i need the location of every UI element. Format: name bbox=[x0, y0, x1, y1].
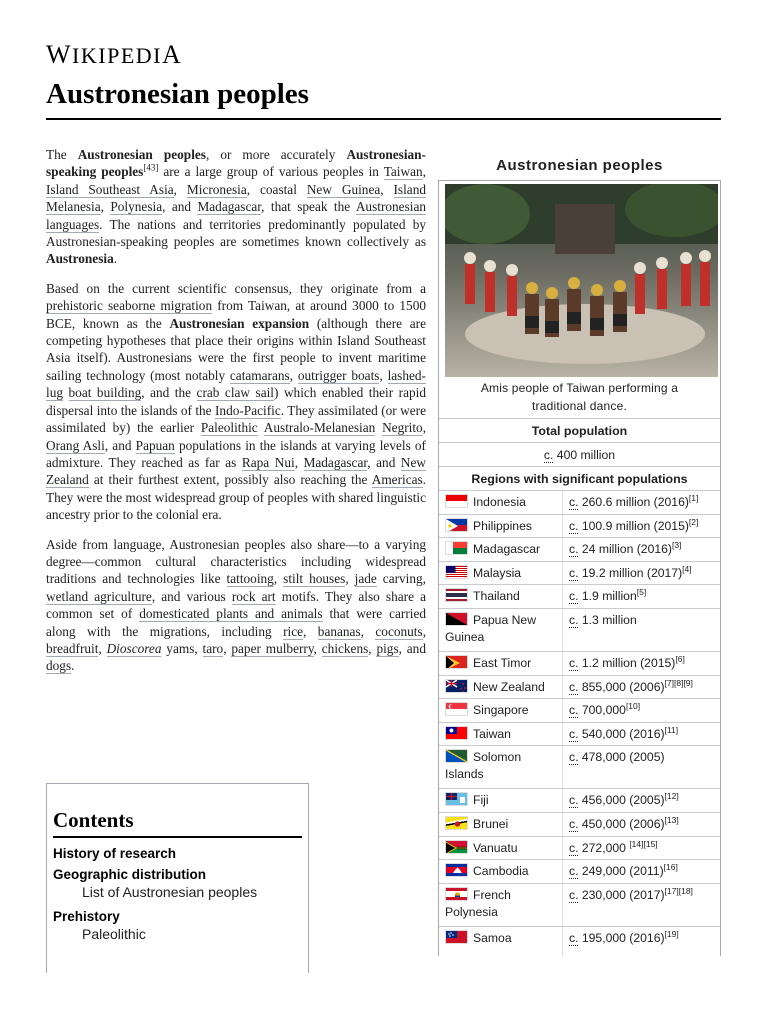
madagascar-flag-icon bbox=[445, 541, 468, 555]
link-boat-building[interactable]: boat building bbox=[68, 385, 142, 401]
citation[interactable]: [12] bbox=[664, 791, 679, 802]
region-link[interactable]: Thailand bbox=[473, 589, 520, 604]
region-link[interactable]: Fiji bbox=[473, 793, 489, 808]
link-rapa-nui[interactable]: Rapa Nui bbox=[241, 454, 295, 470]
amis-dance-photo[interactable] bbox=[445, 184, 718, 377]
paragraph-culture: Aside from language, Austronesian peoples also share—to a varying degree—common cultural characteristics including widespread traditions and technologies like tattooing, stilt houses, jade carving, wetland agriculture, and various rock art motifs. They also share a common set of domesticated plants and animals that were carried along with the migrations, including rice, bananas, coconuts, breadfruit, Dioscorea yams, taro, paper mulberry, chickens, pigs, and dogs. bbox=[46, 536, 427, 674]
region-row: Papua New Guinea c. 1.3 million bbox=[439, 608, 720, 651]
circa-abbr[interactable]: c. bbox=[569, 840, 579, 855]
indonesia-flag-icon bbox=[445, 494, 468, 508]
link-island-southeast-asia[interactable]: Island Southeast Asia bbox=[46, 181, 174, 197]
region-row: Solomon Islands c. 478,000 (2005) bbox=[439, 745, 720, 788]
circa-abbr[interactable]: c. bbox=[543, 448, 554, 462]
region-row: Cambodia c. 249,000 (2011)[16] bbox=[439, 859, 720, 883]
link-outrigger-boats[interactable]: outrigger boats bbox=[297, 367, 380, 383]
new-zealand-flag-icon bbox=[445, 679, 468, 693]
papua-new-guinea-flag-icon bbox=[445, 612, 468, 626]
citation[interactable]: [11] bbox=[664, 724, 679, 735]
region-row: Singapore c. 700,000[10] bbox=[439, 698, 720, 722]
link-indo-pacific[interactable]: Indo-Pacific bbox=[215, 402, 281, 418]
toc-item-geographic-distribution[interactable]: Geographic distribution bbox=[53, 867, 207, 882]
total-population-header: Total population bbox=[439, 418, 720, 442]
circa-abbr[interactable]: c. bbox=[569, 589, 579, 604]
link-domesticated-plants-animals[interactable]: domesticated plants and animals bbox=[139, 606, 323, 622]
region-link[interactable]: Brunei bbox=[473, 816, 509, 831]
circa-abbr[interactable]: c. bbox=[569, 793, 579, 808]
circa-abbr[interactable]: c. bbox=[569, 679, 579, 694]
circa-abbr[interactable]: c. bbox=[569, 816, 579, 831]
region-link[interactable]: Indonesia bbox=[473, 495, 526, 509]
toc-item-prehistory[interactable]: Prehistory bbox=[53, 909, 120, 924]
toc-item-list-of-peoples[interactable]: List of Austronesian peoples bbox=[82, 884, 258, 900]
solomon-islands-flag-icon bbox=[445, 749, 468, 763]
link-australo-melanesian[interactable]: Australo-Melanesian bbox=[263, 420, 376, 436]
citation[interactable]: [13] bbox=[664, 814, 679, 825]
region-row: Brunei c. 450,000 (2006)[13] bbox=[439, 812, 720, 836]
circa-abbr[interactable]: c. bbox=[569, 864, 579, 879]
infobox-caption: Amis people of Taiwan performing a traditional dance. bbox=[480, 381, 679, 413]
citation[interactable]: [6] bbox=[675, 653, 685, 664]
toc-item-history-of-research[interactable]: History of research bbox=[53, 846, 177, 861]
toc-title: Contents bbox=[53, 808, 302, 838]
link-paper-mulberry[interactable]: paper mulberry bbox=[231, 640, 314, 656]
singapore-flag-icon bbox=[445, 702, 468, 716]
region-link[interactable]: Philippines bbox=[473, 518, 532, 533]
region-link[interactable]: Malaysia bbox=[473, 565, 522, 580]
link-prehistoric-seaborne-migration[interactable]: prehistoric seaborne migration bbox=[46, 298, 213, 314]
link-taiwan[interactable]: Taiwan bbox=[383, 164, 423, 180]
region-link[interactable]: French Polynesia bbox=[445, 887, 511, 919]
link-rock-art[interactable]: rock art bbox=[231, 588, 276, 604]
circa-abbr[interactable]: c. bbox=[569, 565, 579, 580]
circa-abbr[interactable]: c. bbox=[569, 495, 579, 509]
link-new-guinea[interactable]: New Guinea bbox=[306, 181, 381, 197]
fiji-flag-icon bbox=[445, 792, 468, 806]
region-link[interactable]: Taiwan bbox=[473, 726, 511, 741]
infobox bbox=[438, 152, 721, 956]
link-negrito[interactable]: Negrito bbox=[382, 420, 423, 436]
circa-abbr[interactable]: c. bbox=[569, 726, 579, 741]
link-jade[interactable]: jade bbox=[354, 571, 377, 587]
region-link[interactable]: Papua New Guinea bbox=[445, 612, 537, 644]
circa-abbr[interactable]: c. bbox=[569, 655, 579, 670]
total-population-value: c. 400 million bbox=[439, 442, 720, 466]
region-link[interactable]: Vanuatu bbox=[473, 840, 518, 855]
wikipedia-wordmark[interactable]: WIKIPEDIA bbox=[46, 40, 183, 69]
citation[interactable]: [1] bbox=[688, 492, 699, 503]
infobox-title: Austronesian peoples bbox=[496, 157, 663, 174]
toc-item-paleolithic[interactable]: Paleolithic bbox=[82, 926, 146, 942]
link-breadfruit[interactable]: breadfruit bbox=[46, 640, 99, 656]
east-timor-flag-icon bbox=[445, 655, 468, 669]
citation[interactable]: [43] bbox=[143, 162, 159, 173]
link-papuan[interactable]: Papuan bbox=[135, 437, 175, 453]
region-row: Philippines c. 100.9 million (2015)[2] bbox=[439, 514, 720, 538]
region-row: French Polynesia c. 230,000 (2017)[17][18] bbox=[439, 883, 720, 926]
region-link[interactable]: Samoa bbox=[473, 930, 512, 945]
citation[interactable]: [3] bbox=[671, 540, 682, 551]
region-row: Fiji c. 456,000 (2005)[12] bbox=[439, 788, 720, 812]
citation[interactable]: [17][18] bbox=[664, 885, 693, 896]
citation[interactable]: [4] bbox=[682, 563, 692, 574]
philippines-flag-icon bbox=[445, 518, 468, 532]
paragraph-origins: Based on the current scientific consensus, they originate from a prehistoric seaborne migration from Taiwan, at around 3000 to 1500 BCE, known as the Austronesian expansion (although there are competing hypotheses that place their origins within Island Southeast Asia itself). Austronesians were the first people to invent maritime sailing technology (most notably catamarans, outrigger boats, lashed-lug boat building, and the crab claw sail) which enabled their rapid dispersal into the islands of the Indo-Pacific. They assimilated (or were assimilated by) the earlier Paleolithic Australo-Melanesian Negrito, Orang Asli, and Papuan populations in the islands at varying levels of admixture. They reached as far as Rapa Nui, Madagascar, and New Zealand at their furthest extent, possibly also reaching the Americas. They were the most widespread group of peoples with shared linguistic ancestry prior to the colonial era. bbox=[46, 280, 427, 523]
circa-abbr[interactable]: c. bbox=[569, 518, 579, 533]
page-title: Austronesian peoples bbox=[46, 78, 309, 110]
article-body bbox=[46, 146, 426, 687]
region-link[interactable]: Cambodia bbox=[473, 864, 529, 879]
cambodia-flag-icon bbox=[445, 863, 468, 877]
citation[interactable]: [14][15] bbox=[629, 838, 658, 849]
link-tattooing[interactable]: tattooing bbox=[226, 571, 274, 587]
link-bananas[interactable]: bananas bbox=[317, 623, 361, 639]
region-row: Thailand c. 1.9 million[5] bbox=[439, 584, 720, 608]
region-link[interactable]: New Zealand bbox=[473, 679, 545, 694]
region-row: Samoa c. 195,000 (2016)[19] bbox=[439, 926, 720, 956]
circa-abbr[interactable]: c. bbox=[569, 750, 579, 765]
circa-abbr[interactable]: c. bbox=[569, 542, 579, 557]
link-coconuts[interactable]: coconuts bbox=[375, 623, 423, 639]
region-link[interactable]: East Timor bbox=[473, 655, 532, 670]
link-crab-claw-sail[interactable]: crab claw sail bbox=[196, 385, 275, 401]
link-wetland-agriculture[interactable]: wetland agriculture bbox=[46, 588, 152, 604]
link-dioscorea[interactable]: Dioscorea bbox=[106, 640, 162, 656]
link-austronesian-languages[interactable]: Austronesian languages bbox=[46, 199, 426, 232]
link-chickens[interactable]: chickens bbox=[321, 640, 369, 656]
link-dogs[interactable]: dogs bbox=[46, 658, 72, 674]
thailand-flag-icon bbox=[445, 588, 468, 602]
citation[interactable]: [10] bbox=[625, 701, 641, 712]
link-island-melanesia[interactable]: Island Melanesia bbox=[46, 181, 426, 215]
link-americas[interactable]: Americas bbox=[371, 472, 423, 488]
region-row: Vanuatu c. 272,000 [14][15] bbox=[439, 836, 720, 860]
link-rice[interactable]: rice bbox=[283, 623, 304, 639]
citation[interactable]: [2] bbox=[688, 516, 699, 527]
link-madagascar[interactable]: Madagascar bbox=[197, 199, 262, 215]
taiwan-flag-icon bbox=[445, 726, 468, 740]
brunei-flag-icon bbox=[445, 816, 468, 830]
citation[interactable]: [5] bbox=[636, 587, 647, 598]
link-stilt-houses[interactable]: stilt houses bbox=[283, 571, 346, 587]
region-row: Indonesia c. 260.6 million (2016)[1] bbox=[439, 490, 720, 514]
link-pigs[interactable]: pigs bbox=[376, 640, 399, 656]
circa-abbr[interactable]: c. bbox=[569, 930, 579, 945]
link-lashed-lug[interactable]: lashed-lug bbox=[46, 367, 426, 401]
link-polynesia[interactable]: Polynesia bbox=[110, 199, 163, 215]
link-taro[interactable]: taro bbox=[202, 640, 224, 656]
citation[interactable]: [7][8][9] bbox=[664, 677, 693, 688]
malaysia-flag-icon bbox=[445, 565, 468, 579]
circa-abbr[interactable]: c. bbox=[569, 887, 579, 902]
table-of-contents bbox=[46, 783, 309, 973]
link-madagascar-2[interactable]: Madagascar bbox=[303, 454, 368, 470]
region-row: Taiwan c. 540,000 (2016)[11] bbox=[439, 722, 720, 746]
title-divider bbox=[46, 118, 721, 120]
citation[interactable]: [19] bbox=[664, 928, 679, 939]
french-polynesia-flag-icon bbox=[445, 887, 468, 901]
region-link[interactable]: Singapore bbox=[473, 703, 529, 718]
samoa-flag-icon bbox=[445, 930, 468, 944]
circa-abbr[interactable]: c. bbox=[569, 703, 579, 718]
region-row: Madagascar c. 24 million (2016)[3] bbox=[439, 537, 720, 561]
region-link[interactable]: Madagascar bbox=[473, 542, 541, 557]
region-row: Malaysia c. 19.2 million (2017)[4] bbox=[439, 561, 720, 585]
citation[interactable]: [16] bbox=[663, 862, 678, 873]
link-catamarans[interactable]: catamarans bbox=[229, 367, 290, 383]
paragraph-intro: The Austronesian peoples, or more accurately Austronesian-speaking peoples[43] are a large group of various peoples in Taiwan, Island Southeast Asia, Micronesia, coastal New Guinea, Island Melanesia, Polynesia, and Madagascar, that speak the Austronesian languages. The nations and territories predominantly populated by Austronesian-speaking peoples are sometimes known collectively as Austronesia. bbox=[46, 147, 426, 267]
link-new-zealand[interactable]: New Zealand bbox=[46, 454, 426, 488]
region-row: East Timor c. 1.2 million (2015)[6] bbox=[439, 651, 720, 675]
link-orang-asli[interactable]: Orang Asli bbox=[46, 437, 105, 453]
regions-header: Regions with significant populations bbox=[439, 466, 720, 490]
link-paleolithic[interactable]: Paleolithic bbox=[200, 420, 258, 436]
link-micronesia[interactable]: Micronesia bbox=[186, 181, 247, 197]
region-row: New Zealand c. 855,000 (2006)[7][8][9] bbox=[439, 675, 720, 699]
circa-abbr[interactable]: c. bbox=[569, 612, 579, 627]
region-link[interactable]: Solomon Islands bbox=[445, 750, 522, 782]
vanuatu-flag-icon bbox=[445, 840, 468, 854]
